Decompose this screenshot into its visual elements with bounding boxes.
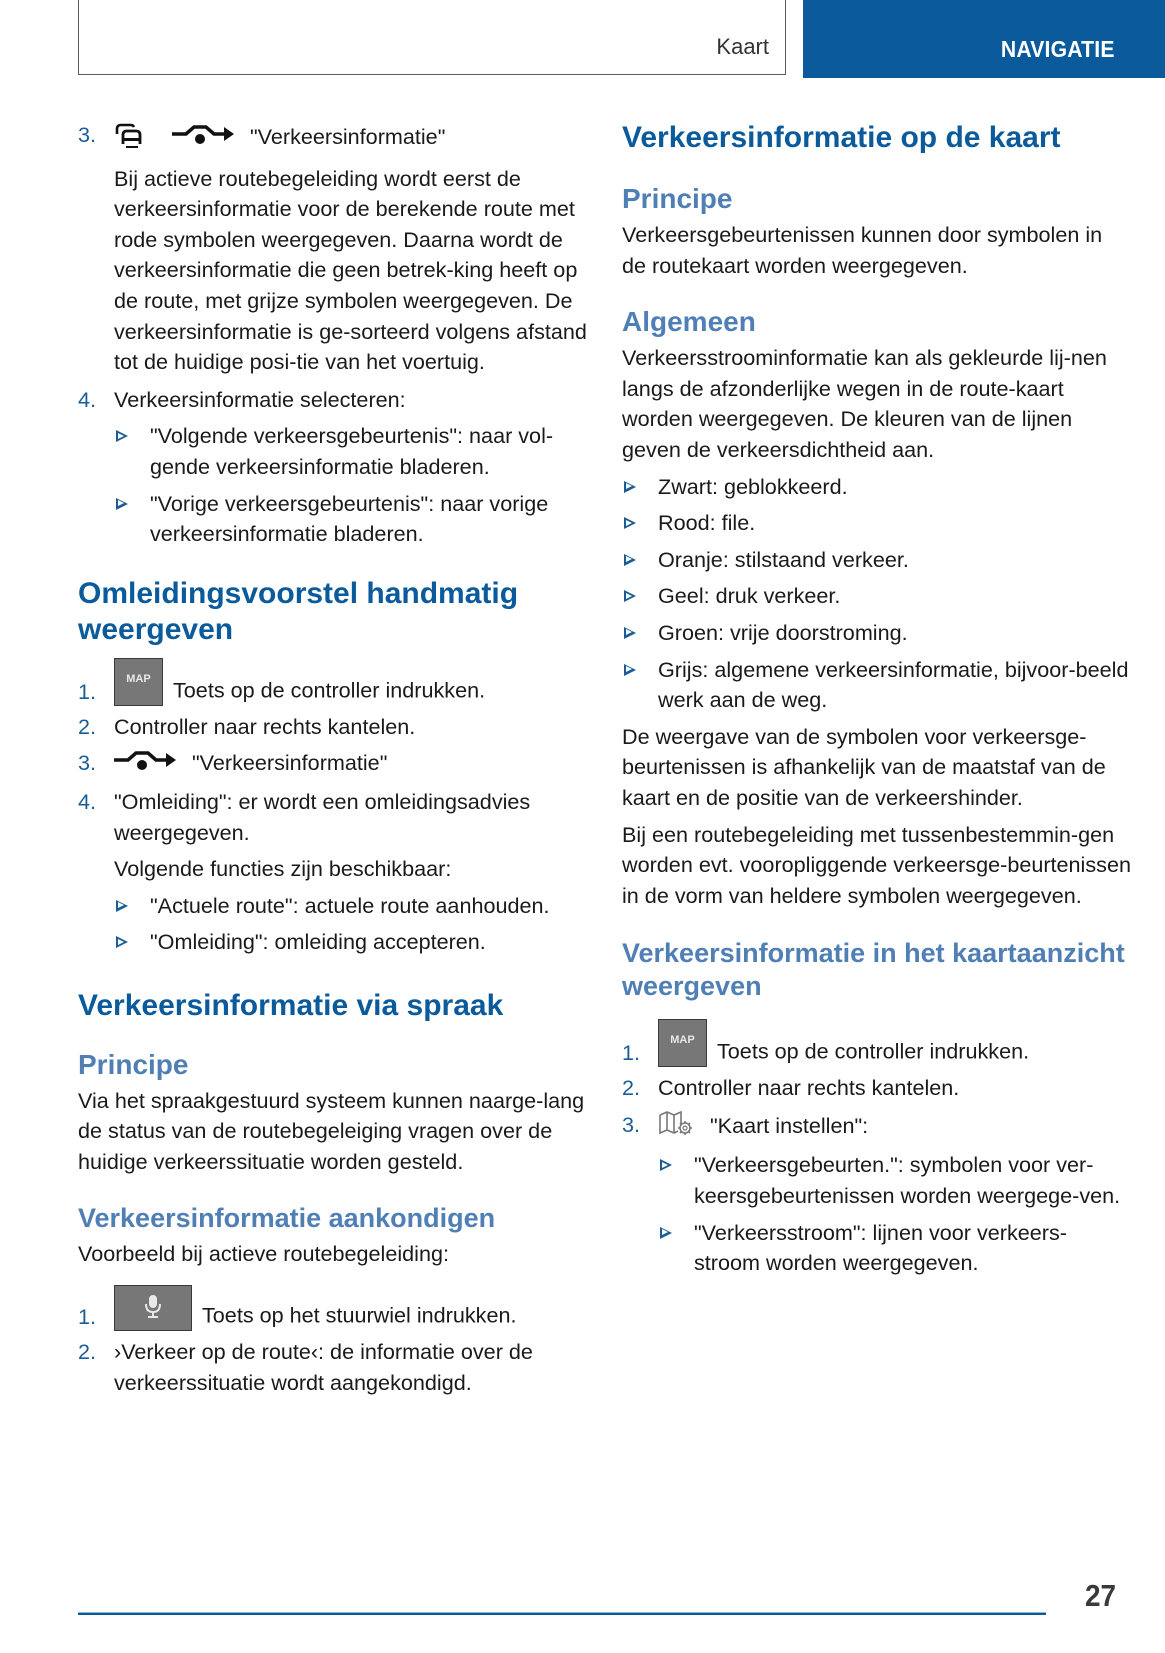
list-item: Rood: file.	[622, 508, 1132, 539]
triangle-bullet-icon	[116, 498, 128, 510]
triangle-bullet-icon	[660, 1159, 672, 1171]
paragraph-symbols-scale: De weergave van de symbolen voor verkeersge-beurtenissen is afhankelijk van de maatstaf van de kaart en de positie van de verkeershinder.	[622, 723, 1106, 810]
list-item: "Verkeersstroom": lijnen voor verkeers-stroom worden weergegeven.	[658, 1218, 1132, 1279]
step-number: 1.	[78, 678, 97, 704]
step-number: 4.	[78, 386, 97, 412]
section-heading-mapview: Verkeersinformatie in het kaartaanzicht weergeven	[622, 938, 1125, 1002]
map-key-icon: MAP	[114, 658, 163, 706]
step-subtext: Volgende functies zijn beschikbaar:	[114, 856, 452, 882]
chapter-title: NAVIGATIE	[1001, 36, 1115, 62]
step-number: 4.	[78, 788, 97, 814]
list-item: Oranje: stilstaand verkeer.	[622, 545, 1132, 576]
triangle-bullet-icon	[624, 554, 636, 566]
step-3-traffic-info	[78, 120, 588, 378]
step-text: Toets op de controller indrukken.	[173, 677, 486, 703]
detour-step-2	[78, 712, 588, 743]
page-number: 27	[1085, 1578, 1117, 1613]
list-item: "Verkeersgebeurten.": symbolen voor ver-keersgebeurtenissen worden weergege-ven.	[658, 1150, 1132, 1211]
step-text: "Verkeersinformatie"	[192, 750, 388, 776]
left-column	[78, 120, 588, 1398]
step-number: 1.	[622, 1040, 641, 1066]
mapview-step-1	[622, 1019, 1132, 1067]
step-number: 1.	[78, 1304, 97, 1330]
principle-text: Verkeersgebeurtenissen kunnen door symbolen in de routekaart worden weergegeven.	[622, 222, 1103, 278]
triangle-bullet-icon	[116, 900, 128, 912]
triangle-bullet-icon	[660, 1227, 672, 1239]
list-item: Geel: druk verkeer.	[622, 581, 1132, 612]
step-4-select	[78, 385, 588, 550]
step-number: 2.	[622, 1075, 641, 1101]
traffic-info-route-icon	[114, 748, 176, 781]
step-number: 3.	[622, 1111, 641, 1137]
list-item: Grijs: algemene verkeersinformatie, bijvoor-beeld werk aan de weg.	[622, 655, 1132, 716]
list-item: Zwart: geblokkeerd.	[622, 472, 1132, 503]
traffic-color-list	[622, 472, 1132, 716]
subheading-principle: Principe	[622, 183, 733, 214]
section-heading-map: Verkeersinformatie op de kaart	[622, 121, 1061, 154]
running-header	[78, 0, 786, 75]
step-number: 2.	[78, 1339, 97, 1365]
subheading-announce: Verkeersinformatie aankondigen	[78, 1202, 496, 1233]
triangle-bullet-icon	[624, 664, 636, 676]
triangle-bullet-icon	[624, 517, 636, 529]
list-item: "Vorige verkeersgebeurtenis": naar vorige verkeersinformatie bladeren.	[114, 489, 588, 550]
triangle-bullet-icon	[624, 481, 636, 493]
chapter-tab	[803, 0, 1165, 78]
principle-text: Via het spraakgestuurd systeem kunnen naarge-lang de status van de routebegeleiging vragen over de huidige verkeerssituatie worden gesteld.	[78, 1087, 585, 1175]
mapview-step-3	[622, 1110, 1132, 1279]
step-text: Toets op het stuurwiel indrukken.	[202, 1302, 517, 1328]
mapview-step-2	[622, 1073, 1132, 1104]
step-text: ›Verkeer op de route‹: de informatie over de verkeerssituatie wordt aangekondigd.	[114, 1339, 533, 1395]
list-item: "Actuele route": actuele route aanhouden.	[114, 891, 588, 922]
section-title: Kaart	[716, 34, 769, 59]
step-number: 3.	[78, 750, 97, 776]
traffic-info-route-icon	[172, 122, 234, 155]
triangle-bullet-icon	[116, 430, 128, 442]
step-text: "Kaart instellen":	[710, 1112, 869, 1138]
step-label: "Verkeersinformatie"	[250, 124, 446, 149]
list-item: Groen: vrije doorstroming.	[622, 618, 1132, 649]
footer-rule	[78, 1613, 1046, 1615]
detour-step-1	[78, 658, 588, 706]
step-text: Controller naar rechts kantelen.	[658, 1075, 960, 1101]
map-key-icon: MAP	[658, 1019, 707, 1067]
microphone-key-icon	[114, 1285, 192, 1331]
step-number: 3.	[78, 122, 97, 147]
paragraph-waypoints: Bij een routebegeleiding met tussenbestemmin-gen worden evt. vooropliggende verkeersge-beurtenissen in de vorm van heldere symbolen weergegeven.	[622, 821, 1131, 908]
step-number: 2.	[78, 713, 97, 739]
detour-step-4	[78, 787, 588, 958]
step-label: Verkeersinformatie selecteren:	[114, 386, 406, 412]
triangle-bullet-icon	[624, 590, 636, 602]
list-item: "Volgende verkeersgebeurtenis": naar vol-gende verkeersinformatie bladeren.	[114, 421, 588, 482]
step-text: Toets op de controller indrukken.	[717, 1038, 1030, 1064]
map-settings-icon	[658, 1110, 694, 1145]
section-heading-detour: Omleidingsvoorstel handmatig weergeven	[78, 576, 519, 646]
section-heading-voice: Verkeersinformatie via spraak	[78, 988, 504, 1022]
subheading-general: Algemeen	[622, 306, 756, 338]
triangle-bullet-icon	[624, 627, 636, 639]
detour-step-3	[78, 748, 588, 781]
right-column	[622, 120, 1132, 1279]
traffic-cars-icon	[114, 120, 144, 157]
triangle-bullet-icon	[116, 936, 128, 948]
voice-step-2	[78, 1337, 588, 1398]
step-text: Controller naar rechts kantelen.	[114, 713, 416, 739]
general-text: Verkeersstroominformatie kan als gekleurde lij-nen langs de afzonderlijke wegen in de route-kaart worden weergegeven. De kleuren van de lijnen geven de verkeersdichtheid aan.	[622, 345, 1107, 462]
announce-intro: Voorbeeld bij actieve routebegeleiding:	[78, 1240, 449, 1266]
step-description: Bij actieve routebegeleiding wordt eerst de verkeersinformatie voor de berekende route met rode symbolen weergegeven. Daarna wordt de verkeersinformatie die geen betrek-king heeft op de route, met grijze symbolen weergegeven. De verkeersinformatie is ge-sorteerd volgens afstand tot de huidige posi-tie van het voertuig.	[114, 165, 587, 375]
list-item: "Omleiding": omleiding accepteren.	[114, 927, 588, 958]
subheading-principle: Principe	[78, 1048, 189, 1080]
step-text: "Omleiding": er wordt een omleidingsadvies weergegeven.	[114, 788, 531, 845]
voice-step-1	[78, 1285, 588, 1331]
